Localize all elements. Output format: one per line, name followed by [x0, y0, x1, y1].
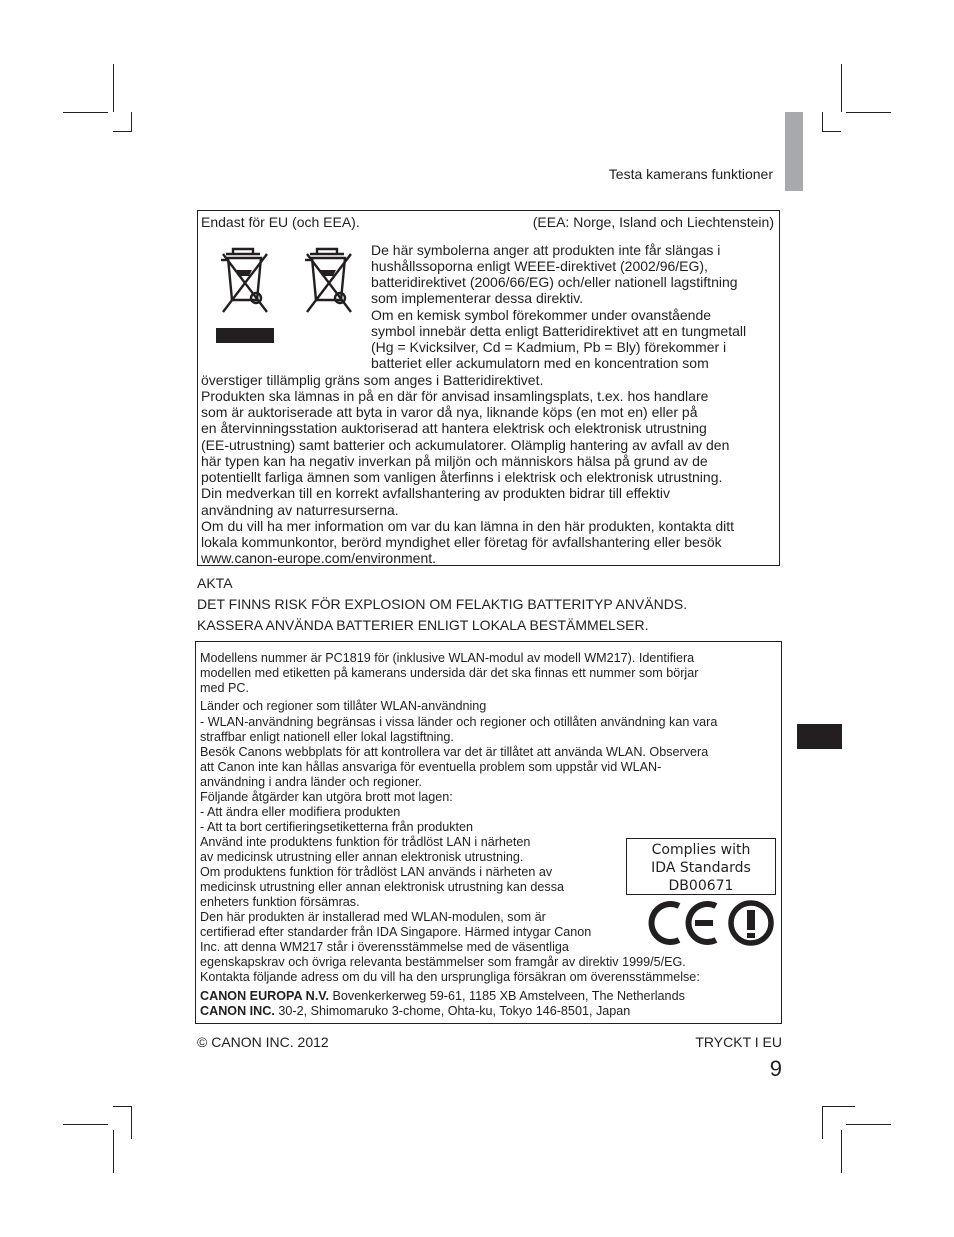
weee-text-line: Om en kemisk symbol förekommer under ovanstående	[371, 307, 712, 323]
wlan-text-line: Länder och regioner som tillåter WLAN-användning	[200, 699, 487, 713]
wlan-text-line: Kontakta följande adress om du vill ha den ursprungliga försäkran om överensstämmelse:	[200, 970, 700, 984]
crop-mark	[113, 1130, 114, 1173]
wlan-text-line: Inc. att denna WM217 står i överensstämmelse med de väsentliga	[200, 940, 569, 954]
weee-text-line: lokala kommunkontor, berörd myndighet eller företag för avfallshantering eller besök	[201, 534, 722, 550]
weee-text-line: en återvinningsstation auktoriserad att hantera elektrisk och elektronisk utrustning	[201, 420, 707, 436]
weee-text-line: Produkten ska lämnas in på en där för anvisad insamlingsplats, t.ex. hos handlare	[201, 388, 709, 404]
wlan-text-line: - Att ta bort certifieringsetiketterna från produkten	[200, 820, 474, 834]
wlan-text-line: av medicinsk utrustning eller annan elektronisk utrustning.	[200, 850, 524, 864]
page-number: 9	[769, 1056, 782, 1081]
wlan-text-line: med PC.	[200, 681, 249, 695]
wlan-text-line: - WLAN-användning begränsas i vissa länder och regioner och otillåten användning kan vara	[200, 715, 718, 729]
crop-mark	[63, 112, 108, 113]
wlan-text-line: Modellens nummer är PC1819 för (inklusive WLAN-modul av modell WM217). Identifiera	[200, 651, 695, 665]
weee-text-line: www.canon-europe.com/environment.	[201, 550, 437, 566]
weee-text-line: användning av naturresurserna.	[201, 502, 399, 518]
wlan-text-line: Använd inte produktens funktion för trådlöst LAN i närheten	[200, 835, 531, 849]
ida-compliance-label	[626, 838, 776, 895]
crop-mark	[822, 112, 823, 132]
crop-mark	[131, 1106, 132, 1139]
weee-text-line: symbol innebär detta enligt Batteridirektivet att en tungmetall	[371, 323, 747, 339]
battery-bin-icon	[291, 240, 366, 318]
crop-mark	[846, 1124, 891, 1125]
warning-line: DET FINNS RISK FÖR EXPLOSION OM FELAKTIG BATTERITYP ANVÄNDS.	[197, 596, 688, 612]
address-europa	[200, 989, 685, 1004]
warning-label: AKTA	[197, 575, 233, 591]
crop-mark	[63, 1124, 108, 1125]
weee-text-line: som är auktoriserade att byta in varor då nya, liknande köps (en mot en) eller på	[201, 404, 698, 420]
wlan-text-line: användning i andra länder och regioner.	[200, 775, 422, 789]
crop-mark	[822, 1106, 823, 1139]
wlan-text-line: Följande åtgärder kan utgöra brott mot lagen:	[200, 790, 453, 804]
wlan-text-line: egenskapskrav och övriga relevanta bestämmelser som framgår av direktiv 1999/5/EG.	[200, 955, 686, 969]
wlan-text-line: medicinsk utrustning eller annan elektronisk utrustning kan dessa	[200, 880, 565, 894]
wlan-text-line: att Canon inte kan hållas ansvariga för eventuella problem som uppstår vid WLAN-	[200, 760, 662, 774]
crop-mark	[822, 1106, 855, 1107]
wlan-text-line: - Att ändra eller modifiera produkten	[200, 805, 401, 819]
ida-line: Complies with	[651, 842, 751, 858]
address-canon-inc-name: CANON INC.	[200, 1004, 275, 1018]
crop-mark	[113, 131, 132, 132]
ida-line: IDA Standards	[651, 860, 751, 876]
crop-mark	[841, 64, 842, 112]
weee-text-line: De här symbolerna anger att produkten inte får slängas i	[371, 242, 721, 258]
page-header: Testa kamerans funktioner	[608, 166, 773, 182]
weee-text-line: batteridirektivet (2006/66/EG) och/eller nationell lagstiftning	[371, 274, 738, 290]
address-europa-name: CANON EUROPA N.V.	[200, 989, 329, 1003]
wlan-text-line: Besök Canons webbplats för att kontrollera var det är tillåtet att använda WLAN. Observera	[200, 745, 709, 759]
crop-mark	[113, 1106, 132, 1107]
weee-black-bar	[216, 328, 274, 343]
footer-printed: TRYCKT I EU	[695, 1034, 782, 1050]
crop-mark	[841, 1130, 842, 1173]
weee-title-left: Endast för EU (och EEA).	[201, 214, 360, 230]
wlan-text-line: straffbar enligt nationell eller lokal lagstiftning.	[200, 730, 454, 744]
wlan-text-line: Om produktens funktion för trådlöst LAN används i närheten av	[200, 865, 553, 879]
footer-copyright: © CANON INC. 2012	[197, 1034, 329, 1050]
weee-text-line: potentiellt farliga ämnen som vanligen återfinns i elektrisk och elektronisk utrustning.	[201, 469, 723, 485]
weee-text-line: som implementerar dessa direktiv.	[371, 290, 584, 306]
alert-mark-icon	[727, 900, 775, 946]
weee-text-line: Om du vill ha mer information om var du kan lämna in den här produkten, kontakta ditt	[201, 518, 735, 534]
crop-mark	[822, 131, 841, 132]
weee-text-line: (EE-utrustning) samt batterier och ackumulatorer. Olämplig hantering av avfall av den	[201, 437, 730, 453]
weee-text-line: här typen kan ha negativ inverkan på miljön och människors hälsa på grund av de	[201, 453, 708, 469]
crop-mark	[846, 112, 891, 113]
wlan-text-line: modellen med etiketten på kamerans undersida där det ska finnas ett nummer som börjar	[200, 666, 699, 680]
weee-text-line: Din medverkan till en korrekt avfallshantering av produkten bidrar till effektiv	[201, 485, 670, 501]
weee-bin-icon	[207, 240, 282, 318]
weee-text-line: överstiger tillämplig gräns som anges i Batteridirektivet.	[201, 372, 544, 388]
weee-text-line: hushållssoporna enligt WEEE-direktivet (2002/96/EG),	[371, 258, 708, 274]
ce-mark-icon	[645, 900, 721, 946]
section-tab-gray	[785, 112, 803, 191]
weee-text-line: batteriet eller ackumulatorn med en koncentration som	[371, 355, 709, 371]
wlan-text-line: certifierad efter standarder från IDA Singapore. Härmed intygar Canon	[200, 925, 592, 939]
ida-line: DB00671	[668, 878, 734, 894]
address-canon-inc	[200, 1004, 630, 1019]
section-tab-dark	[797, 724, 842, 749]
crop-mark	[113, 64, 114, 112]
crop-mark	[131, 112, 132, 132]
address-canon-inc-text: 30-2, Shimomaruko 3-chome, Ohta-ku, Tokyo 146-8501, Japan	[274, 1004, 631, 1018]
wlan-text-line: enheters funktion försämras.	[200, 895, 360, 909]
weee-title-right: (EEA: Norge, Island och Liechtenstein)	[532, 214, 774, 230]
weee-text-line: (Hg = Kvicksilver, Cd = Kadmium, Pb = Bly) förekommer i	[371, 339, 727, 355]
wlan-text-line: Den här produkten är installerad med WLAN-modulen, som är	[200, 910, 546, 924]
address-europa-text: Bovenkerkerweg 59-61, 1185 XB Amstelveen, The Netherlands	[329, 989, 685, 1003]
warning-line: KASSERA ANVÄNDA BATTERIER ENLIGT LOKALA BESTÄMMELSER.	[197, 617, 649, 633]
